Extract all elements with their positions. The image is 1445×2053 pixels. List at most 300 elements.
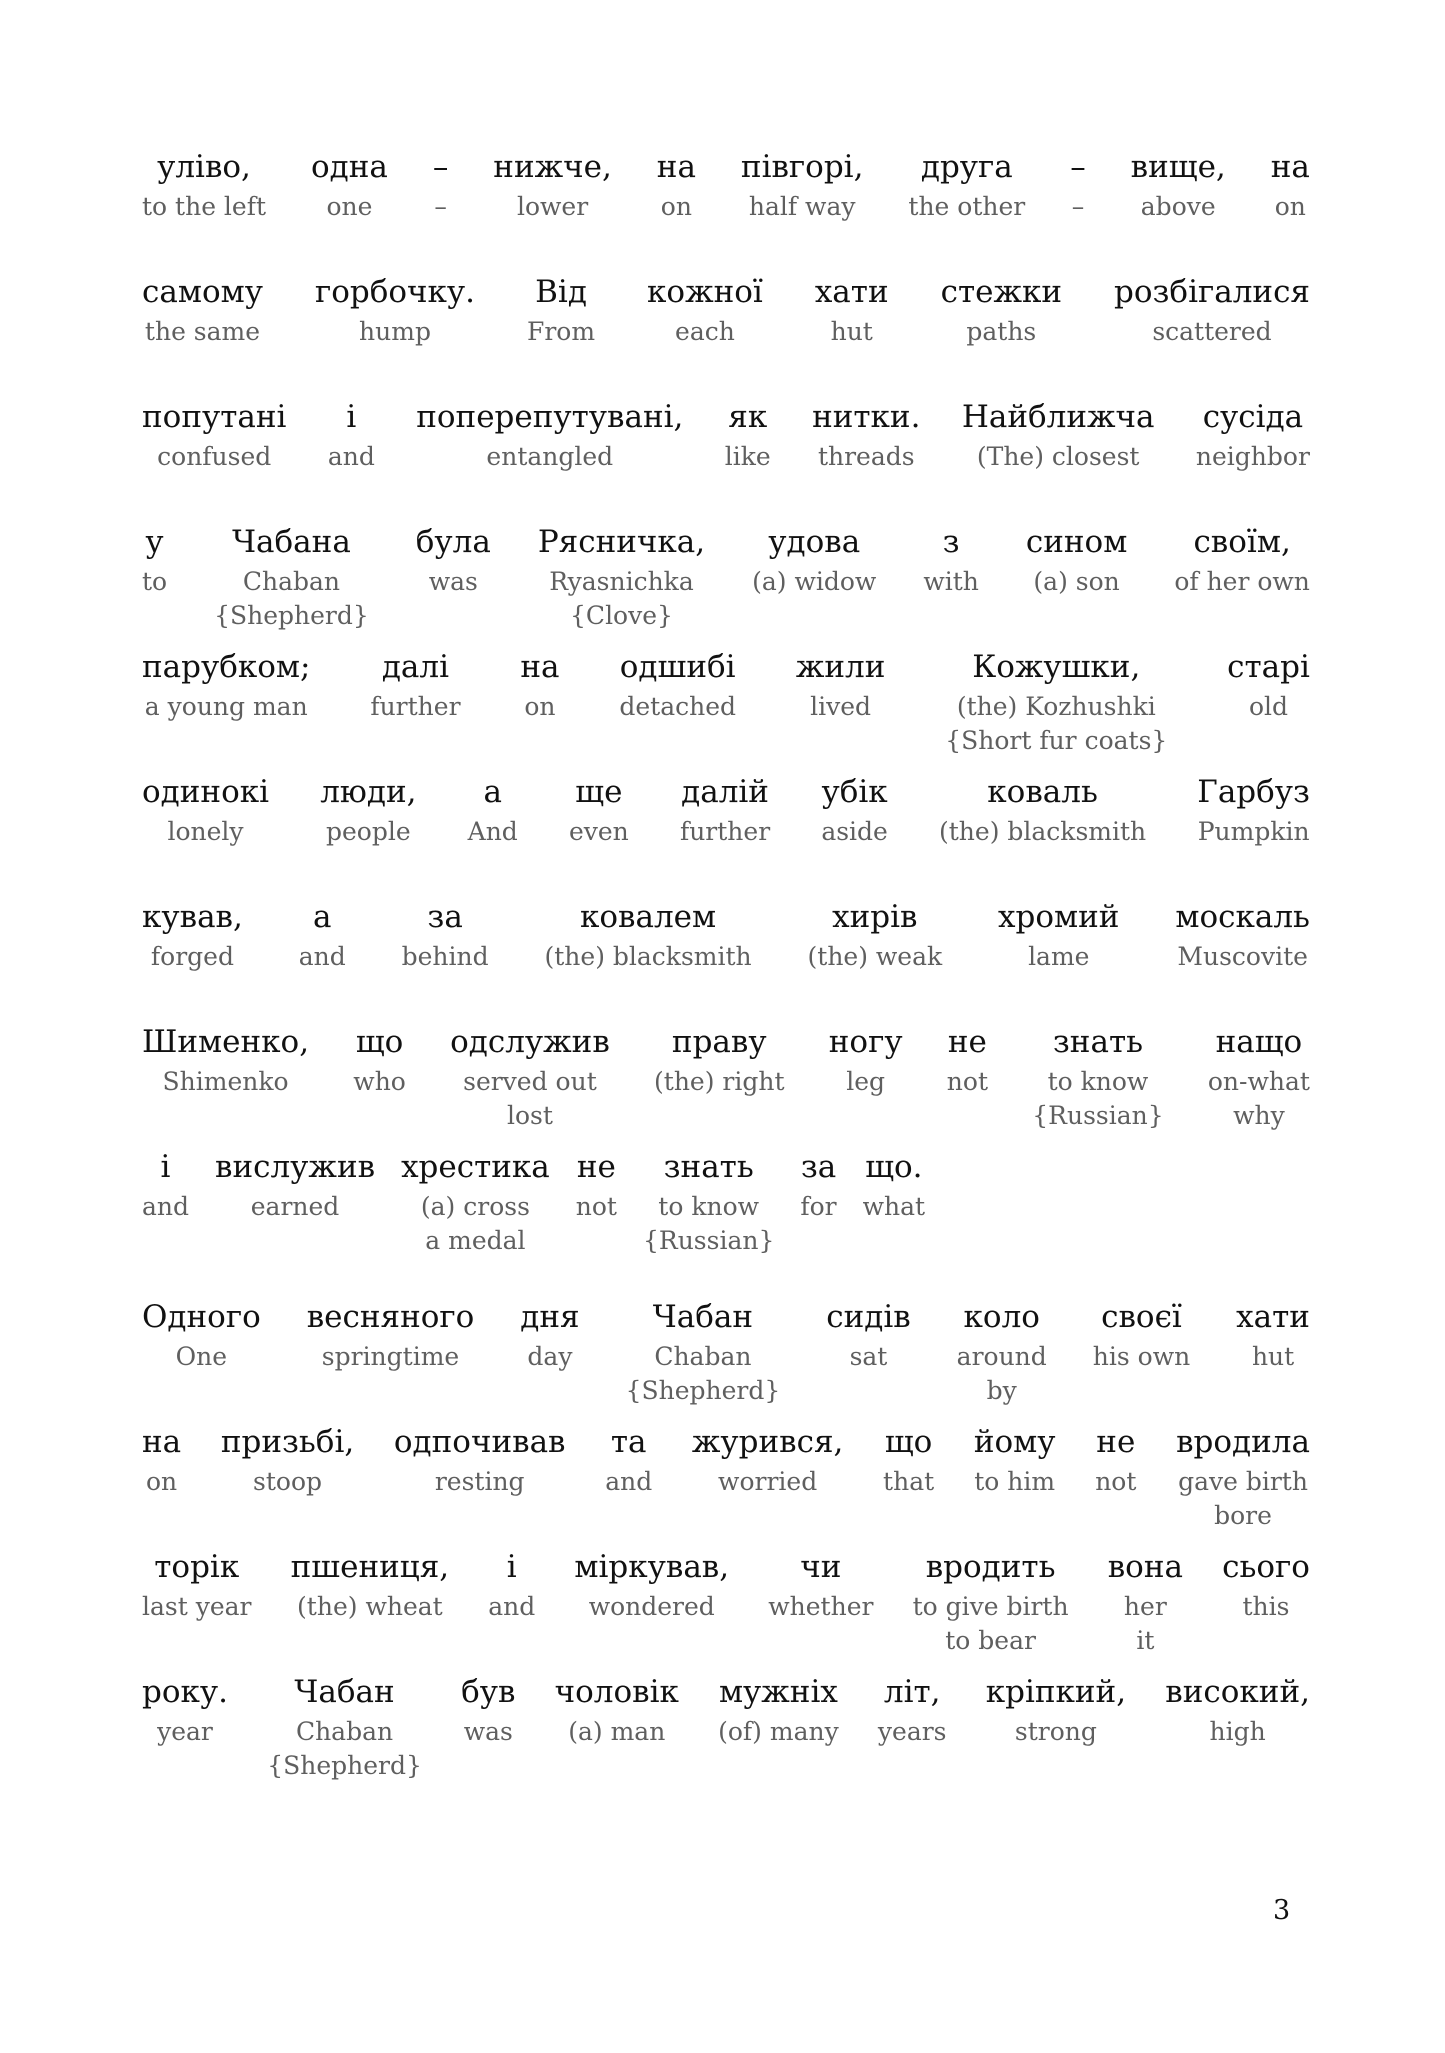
ukrainian-word: призьбі, bbox=[220, 1424, 355, 1460]
english-gloss: (a) son bbox=[1033, 567, 1120, 596]
english-gloss: and bbox=[605, 1467, 653, 1496]
word-gloss bbox=[142, 1148, 189, 1224]
english-gloss: on bbox=[1274, 192, 1306, 221]
english-gloss: (the) right bbox=[654, 1067, 785, 1096]
text-line bbox=[142, 1548, 1310, 1658]
word-gloss bbox=[741, 148, 864, 224]
english-gloss: forged bbox=[150, 942, 234, 971]
english-gloss: neighbor bbox=[1195, 442, 1310, 471]
word-gloss bbox=[863, 1148, 925, 1224]
english-gloss: was bbox=[463, 1717, 513, 1746]
ukrainian-word: вона bbox=[1107, 1549, 1183, 1585]
word-gloss bbox=[986, 1673, 1126, 1749]
ukrainian-word: не bbox=[947, 1024, 987, 1060]
word-gloss bbox=[643, 1148, 774, 1258]
english-gloss: on bbox=[146, 1467, 178, 1496]
english-gloss: (the) blacksmith bbox=[544, 942, 752, 971]
word-gloss bbox=[974, 1423, 1056, 1499]
word-gloss bbox=[416, 523, 491, 599]
word-gloss bbox=[370, 648, 460, 724]
ukrainian-word: а bbox=[483, 774, 502, 810]
english-gloss: even bbox=[568, 817, 629, 846]
ukrainian-word: була bbox=[415, 524, 491, 560]
word-gloss bbox=[433, 148, 449, 224]
english-gloss: hut bbox=[830, 317, 873, 346]
english-gloss: – bbox=[1071, 192, 1085, 221]
word-gloss bbox=[401, 1148, 550, 1258]
ukrainian-word: поперепутувані, bbox=[416, 399, 684, 435]
ukrainian-word: коваль bbox=[987, 774, 1098, 810]
ukrainian-word: одинокі bbox=[142, 774, 270, 810]
ukrainian-word: своєї bbox=[1101, 1299, 1182, 1335]
ukrainian-word: мужніх bbox=[718, 1674, 838, 1710]
english-gloss: to bbox=[142, 567, 168, 596]
english-gloss: And bbox=[467, 817, 518, 846]
english-gloss: to know bbox=[658, 1192, 760, 1221]
word-gloss bbox=[394, 1423, 566, 1499]
word-gloss bbox=[1196, 398, 1310, 474]
english-gloss: Ryasnichka bbox=[549, 567, 694, 596]
english-gloss: sat bbox=[849, 1342, 888, 1371]
gloss-note: {Russian} bbox=[1032, 1101, 1164, 1130]
ukrainian-word: Гарбуз bbox=[1197, 774, 1310, 810]
word-gloss bbox=[821, 773, 888, 849]
text-line bbox=[142, 1298, 1310, 1408]
ukrainian-word: самому bbox=[142, 274, 263, 310]
english-gloss: Muscovite bbox=[1177, 942, 1308, 971]
english-gloss: further bbox=[370, 692, 461, 721]
english-gloss: strong bbox=[1014, 1717, 1097, 1746]
ukrainian-word: з bbox=[942, 524, 960, 560]
english-gloss: behind bbox=[401, 942, 489, 971]
text-line bbox=[142, 1423, 1310, 1533]
ukrainian-word: хати bbox=[1236, 1299, 1310, 1335]
word-gloss bbox=[605, 1423, 652, 1499]
english-gloss: stoop bbox=[253, 1467, 323, 1496]
word-gloss bbox=[299, 898, 346, 974]
word-gloss bbox=[812, 398, 920, 474]
word-gloss bbox=[538, 523, 705, 633]
ukrainian-word: сусіда bbox=[1202, 399, 1304, 435]
english-gloss: confused bbox=[157, 442, 272, 471]
word-gloss bbox=[752, 523, 876, 599]
ukrainian-word: у bbox=[145, 524, 164, 560]
gloss-note: {Shepherd} bbox=[267, 1751, 422, 1780]
word-gloss bbox=[311, 148, 388, 224]
word-gloss bbox=[1108, 1548, 1183, 1658]
english-gloss: old bbox=[1249, 692, 1289, 721]
word-gloss bbox=[555, 1673, 679, 1749]
ukrainian-word: москаль bbox=[1175, 899, 1310, 935]
ukrainian-word: своїм, bbox=[1193, 524, 1291, 560]
english-gloss: lonely bbox=[167, 817, 244, 846]
gloss-note: why bbox=[1233, 1101, 1285, 1130]
word-gloss bbox=[520, 648, 559, 724]
ukrainian-word: старі bbox=[1227, 649, 1310, 685]
gloss-note: by bbox=[986, 1376, 1017, 1405]
word-gloss bbox=[142, 148, 266, 224]
word-gloss bbox=[998, 898, 1119, 974]
text-line bbox=[142, 898, 1310, 974]
ukrainian-word: пшениця, bbox=[290, 1549, 450, 1585]
word-gloss bbox=[1208, 1023, 1310, 1133]
ukrainian-word: праву bbox=[671, 1024, 767, 1060]
word-gloss bbox=[142, 523, 167, 599]
word-gloss bbox=[826, 1298, 910, 1374]
ukrainian-word: що bbox=[884, 1424, 933, 1460]
ukrainian-word: друга bbox=[920, 149, 1013, 185]
english-gloss: and bbox=[142, 1192, 190, 1221]
word-gloss bbox=[315, 273, 475, 349]
word-gloss bbox=[923, 523, 979, 599]
english-gloss: her bbox=[1123, 1592, 1167, 1621]
text-line bbox=[142, 1023, 1310, 1133]
english-gloss: his own bbox=[1092, 1342, 1191, 1371]
ukrainian-word: вродила bbox=[1176, 1424, 1310, 1460]
ukrainian-word: літ, bbox=[883, 1674, 941, 1710]
english-gloss: (the) blacksmith bbox=[939, 817, 1147, 846]
english-gloss: one bbox=[326, 192, 373, 221]
english-gloss: (a) man bbox=[568, 1717, 666, 1746]
word-gloss bbox=[221, 1423, 354, 1499]
word-gloss bbox=[215, 1148, 375, 1224]
ukrainian-word: коло bbox=[963, 1299, 1040, 1335]
word-gloss bbox=[626, 1298, 781, 1408]
ukrainian-word: хати bbox=[814, 274, 889, 310]
ukrainian-word: за bbox=[427, 899, 463, 935]
word-gloss bbox=[545, 898, 752, 974]
ukrainian-word: не bbox=[576, 1149, 616, 1185]
ukrainian-word: хромий bbox=[998, 899, 1120, 935]
ukrainian-word: Кожушки, bbox=[972, 649, 1141, 685]
ukrainian-word: ковалем bbox=[580, 899, 717, 935]
english-gloss: was bbox=[428, 567, 478, 596]
word-gloss bbox=[718, 1673, 839, 1749]
word-gloss bbox=[142, 1023, 309, 1099]
ukrainian-word: Чабан bbox=[652, 1299, 754, 1335]
english-gloss: day bbox=[527, 1342, 573, 1371]
english-gloss: to him bbox=[974, 1467, 1056, 1496]
ukrainian-word: що bbox=[355, 1024, 404, 1060]
ukrainian-word: Від bbox=[535, 274, 587, 310]
english-gloss: year bbox=[157, 1717, 213, 1746]
ukrainian-word: знать bbox=[1052, 1024, 1143, 1060]
word-gloss bbox=[142, 1423, 181, 1499]
ukrainian-word: року. bbox=[142, 1674, 228, 1710]
english-gloss: threads bbox=[817, 442, 915, 471]
word-gloss bbox=[796, 648, 886, 724]
word-gloss bbox=[214, 523, 369, 633]
english-gloss: whether bbox=[768, 1592, 874, 1621]
english-gloss: detached bbox=[619, 692, 736, 721]
ukrainian-word: нащо bbox=[1215, 1024, 1303, 1060]
english-gloss: half way bbox=[748, 192, 856, 221]
word-gloss bbox=[941, 273, 1062, 349]
word-gloss bbox=[307, 1298, 475, 1374]
english-gloss: (of) many bbox=[718, 1717, 839, 1746]
word-gloss bbox=[1070, 148, 1086, 224]
word-gloss bbox=[493, 148, 612, 224]
gloss-note: bore bbox=[1214, 1501, 1272, 1530]
word-gloss bbox=[800, 1148, 836, 1224]
gloss-note: {Shepherd} bbox=[625, 1376, 781, 1405]
word-gloss bbox=[527, 273, 595, 349]
english-gloss: the same bbox=[144, 317, 261, 346]
english-gloss: leg bbox=[846, 1067, 886, 1096]
english-gloss: Shimenko bbox=[162, 1067, 289, 1096]
word-gloss bbox=[574, 1548, 729, 1624]
ukrainian-word: торік bbox=[154, 1549, 240, 1585]
ukrainian-word: весняного bbox=[306, 1299, 475, 1335]
word-gloss bbox=[142, 1673, 228, 1749]
english-gloss: not bbox=[1095, 1467, 1137, 1496]
english-gloss: above bbox=[1140, 192, 1216, 221]
gloss-note: a medal bbox=[425, 1226, 526, 1255]
word-gloss bbox=[619, 648, 736, 724]
english-gloss: to give birth bbox=[912, 1592, 1069, 1621]
ukrainian-word: далі bbox=[381, 649, 450, 685]
english-gloss: resting bbox=[434, 1467, 525, 1496]
english-gloss: (a) widow bbox=[752, 567, 877, 596]
english-gloss: who bbox=[353, 1067, 406, 1096]
word-gloss bbox=[353, 1023, 406, 1099]
english-gloss: on-what bbox=[1207, 1067, 1310, 1096]
word-gloss bbox=[647, 273, 763, 349]
ukrainian-word: Чабана bbox=[232, 524, 351, 560]
word-gloss bbox=[1176, 1423, 1310, 1533]
ukrainian-word: дня bbox=[520, 1299, 580, 1335]
english-gloss: paths bbox=[966, 317, 1037, 346]
english-gloss: – bbox=[434, 192, 447, 221]
english-gloss: further bbox=[679, 817, 771, 846]
english-gloss: a young man bbox=[144, 692, 308, 721]
word-gloss bbox=[768, 1548, 873, 1624]
ukrainian-word: люди, bbox=[320, 774, 417, 810]
english-gloss: that bbox=[883, 1467, 935, 1496]
gloss-note: {Short fur coats} bbox=[945, 726, 1168, 755]
gloss-note: {Clove} bbox=[570, 601, 673, 630]
english-gloss: gave birth bbox=[1178, 1467, 1308, 1496]
ukrainian-word: вродить bbox=[925, 1549, 1056, 1585]
ukrainian-word: журився, bbox=[691, 1424, 844, 1460]
english-gloss: (the) wheat bbox=[297, 1592, 443, 1621]
ukrainian-word: як bbox=[728, 399, 768, 435]
word-gloss bbox=[142, 1298, 261, 1374]
english-gloss: (the) weak bbox=[807, 942, 943, 971]
english-gloss: on bbox=[524, 692, 556, 721]
ukrainian-word: знать bbox=[663, 1149, 754, 1185]
ukrainian-word: Одного bbox=[142, 1299, 261, 1335]
word-gloss bbox=[142, 273, 263, 349]
english-gloss: From bbox=[527, 317, 596, 346]
english-gloss: like bbox=[724, 442, 771, 471]
word-gloss bbox=[657, 148, 696, 224]
english-gloss: One bbox=[175, 1342, 228, 1371]
ukrainian-word: був bbox=[461, 1674, 516, 1710]
gloss-note: {Russian} bbox=[642, 1226, 775, 1255]
word-gloss bbox=[142, 773, 269, 849]
text-line bbox=[142, 1673, 1310, 1783]
ukrainian-word: стежки bbox=[940, 274, 1063, 310]
word-gloss bbox=[450, 1023, 610, 1133]
ukrainian-word: нижче, bbox=[493, 149, 612, 185]
english-gloss: aside bbox=[821, 817, 888, 846]
word-gloss bbox=[1165, 1673, 1310, 1749]
english-gloss: and bbox=[327, 442, 375, 471]
ukrainian-word: на bbox=[520, 649, 560, 685]
english-gloss: last year bbox=[142, 1592, 252, 1621]
ukrainian-word: і bbox=[346, 399, 357, 435]
word-gloss bbox=[945, 648, 1167, 758]
ukrainian-word: одна bbox=[310, 149, 388, 185]
english-gloss: hump bbox=[359, 317, 431, 346]
ukrainian-word: – bbox=[1070, 149, 1086, 185]
word-gloss bbox=[947, 1023, 988, 1099]
english-gloss: on bbox=[660, 192, 692, 221]
word-gloss bbox=[1271, 148, 1310, 224]
ukrainian-word: одслужив bbox=[450, 1024, 610, 1060]
word-gloss bbox=[725, 398, 771, 474]
text-line bbox=[142, 398, 1310, 474]
english-gloss: (a) cross bbox=[420, 1192, 530, 1221]
ukrainian-word: Рясничка, bbox=[537, 524, 706, 560]
word-gloss bbox=[878, 1673, 947, 1749]
word-gloss bbox=[1032, 1023, 1163, 1133]
english-gloss: lower bbox=[516, 192, 589, 221]
ukrainian-word: високий, bbox=[1165, 1674, 1310, 1710]
english-gloss: and bbox=[298, 942, 346, 971]
english-gloss: not bbox=[946, 1067, 988, 1096]
text-line bbox=[142, 273, 1310, 349]
ukrainian-word: чи bbox=[800, 1549, 842, 1585]
ukrainian-word: ще bbox=[575, 774, 623, 810]
ukrainian-word: нитки. bbox=[812, 399, 921, 435]
word-gloss bbox=[815, 273, 889, 349]
word-gloss bbox=[1197, 773, 1310, 849]
word-gloss bbox=[829, 1023, 903, 1099]
english-gloss: people bbox=[326, 817, 411, 846]
english-gloss: (The) closest bbox=[976, 442, 1140, 471]
english-gloss: around bbox=[956, 1342, 1047, 1371]
word-gloss bbox=[1174, 523, 1310, 599]
ukrainian-word: чоловік bbox=[554, 1674, 679, 1710]
ukrainian-word: за bbox=[800, 1149, 837, 1185]
ukrainian-word: попутані bbox=[142, 399, 287, 435]
english-gloss: earned bbox=[250, 1192, 340, 1221]
word-gloss bbox=[1093, 1298, 1190, 1374]
english-gloss: with bbox=[923, 567, 979, 596]
ukrainian-word: на bbox=[142, 1424, 182, 1460]
ukrainian-word: парубком; bbox=[142, 649, 311, 685]
english-gloss: Chaban bbox=[654, 1342, 752, 1371]
english-gloss: for bbox=[800, 1192, 837, 1221]
english-gloss: Chaban bbox=[242, 567, 341, 596]
ukrainian-word: кожної bbox=[647, 274, 763, 310]
word-gloss bbox=[913, 1548, 1069, 1658]
text-line bbox=[142, 148, 1310, 224]
ukrainian-word: жили bbox=[795, 649, 886, 685]
text-line bbox=[142, 648, 1310, 758]
ukrainian-word: міркував, bbox=[574, 1549, 730, 1585]
ukrainian-word: та bbox=[610, 1424, 647, 1460]
word-gloss bbox=[291, 1548, 450, 1624]
ukrainian-word: – bbox=[432, 149, 449, 185]
english-gloss: each bbox=[675, 317, 735, 346]
word-gloss bbox=[267, 1673, 422, 1783]
english-gloss: to the left bbox=[142, 192, 267, 221]
english-gloss: the other bbox=[908, 192, 1026, 221]
word-gloss bbox=[320, 773, 416, 849]
word-gloss bbox=[142, 1548, 252, 1624]
english-gloss: Pumpkin bbox=[1197, 817, 1310, 846]
ukrainian-word: не bbox=[1096, 1424, 1136, 1460]
word-gloss bbox=[1222, 1548, 1310, 1624]
ukrainian-word: уліво, bbox=[157, 149, 251, 185]
word-gloss bbox=[1131, 148, 1226, 224]
word-gloss bbox=[142, 398, 286, 474]
english-gloss: worried bbox=[718, 1467, 818, 1496]
word-gloss bbox=[692, 1423, 844, 1499]
ukrainian-word: Чабан bbox=[294, 1674, 395, 1710]
gloss-note: {Shepherd} bbox=[214, 601, 369, 630]
word-gloss bbox=[1236, 1298, 1310, 1374]
word-gloss bbox=[1227, 648, 1310, 724]
word-gloss bbox=[328, 398, 375, 474]
word-gloss bbox=[1175, 898, 1310, 974]
word-gloss bbox=[962, 398, 1155, 474]
english-gloss: high bbox=[1209, 1717, 1266, 1746]
ukrainian-word: а bbox=[313, 899, 332, 935]
word-gloss bbox=[883, 1423, 934, 1499]
english-gloss: this bbox=[1242, 1592, 1290, 1621]
word-gloss bbox=[576, 1148, 617, 1224]
word-gloss bbox=[520, 1298, 579, 1374]
english-gloss: to know bbox=[1047, 1067, 1149, 1096]
ukrainian-word: і bbox=[160, 1149, 171, 1185]
word-gloss bbox=[957, 1298, 1047, 1408]
english-gloss: hut bbox=[1251, 1342, 1295, 1371]
english-gloss: what bbox=[862, 1192, 926, 1221]
ukrainian-word: що. bbox=[865, 1149, 923, 1185]
ukrainian-word: убік bbox=[821, 774, 888, 810]
text-line bbox=[142, 1148, 1310, 1258]
word-gloss bbox=[402, 898, 489, 974]
word-gloss bbox=[1026, 523, 1127, 599]
gloss-note: it bbox=[1136, 1626, 1155, 1655]
word-gloss bbox=[1095, 1423, 1136, 1499]
word-gloss bbox=[1114, 273, 1310, 349]
english-gloss: springtime bbox=[321, 1342, 460, 1371]
ukrainian-word: на bbox=[1270, 149, 1310, 185]
ukrainian-word: і bbox=[506, 1549, 517, 1585]
ukrainian-word: одпочивав bbox=[393, 1424, 566, 1460]
text-line bbox=[142, 523, 1310, 633]
english-gloss: lived bbox=[810, 692, 872, 721]
ukrainian-word: вище, bbox=[1130, 149, 1226, 185]
english-gloss: and bbox=[488, 1592, 536, 1621]
ukrainian-word: Найближча bbox=[961, 399, 1155, 435]
english-gloss: wondered bbox=[588, 1592, 715, 1621]
ukrainian-word: півгорі, bbox=[740, 149, 864, 185]
ukrainian-word: вислужив bbox=[215, 1149, 376, 1185]
english-gloss: not bbox=[575, 1192, 617, 1221]
ukrainian-word: йому bbox=[973, 1424, 1056, 1460]
word-gloss bbox=[488, 1548, 535, 1624]
english-gloss: lame bbox=[1028, 942, 1090, 971]
word-gloss bbox=[416, 398, 683, 474]
gloss-note: to bear bbox=[945, 1626, 1036, 1655]
page-number: 3 bbox=[1273, 1895, 1291, 1926]
